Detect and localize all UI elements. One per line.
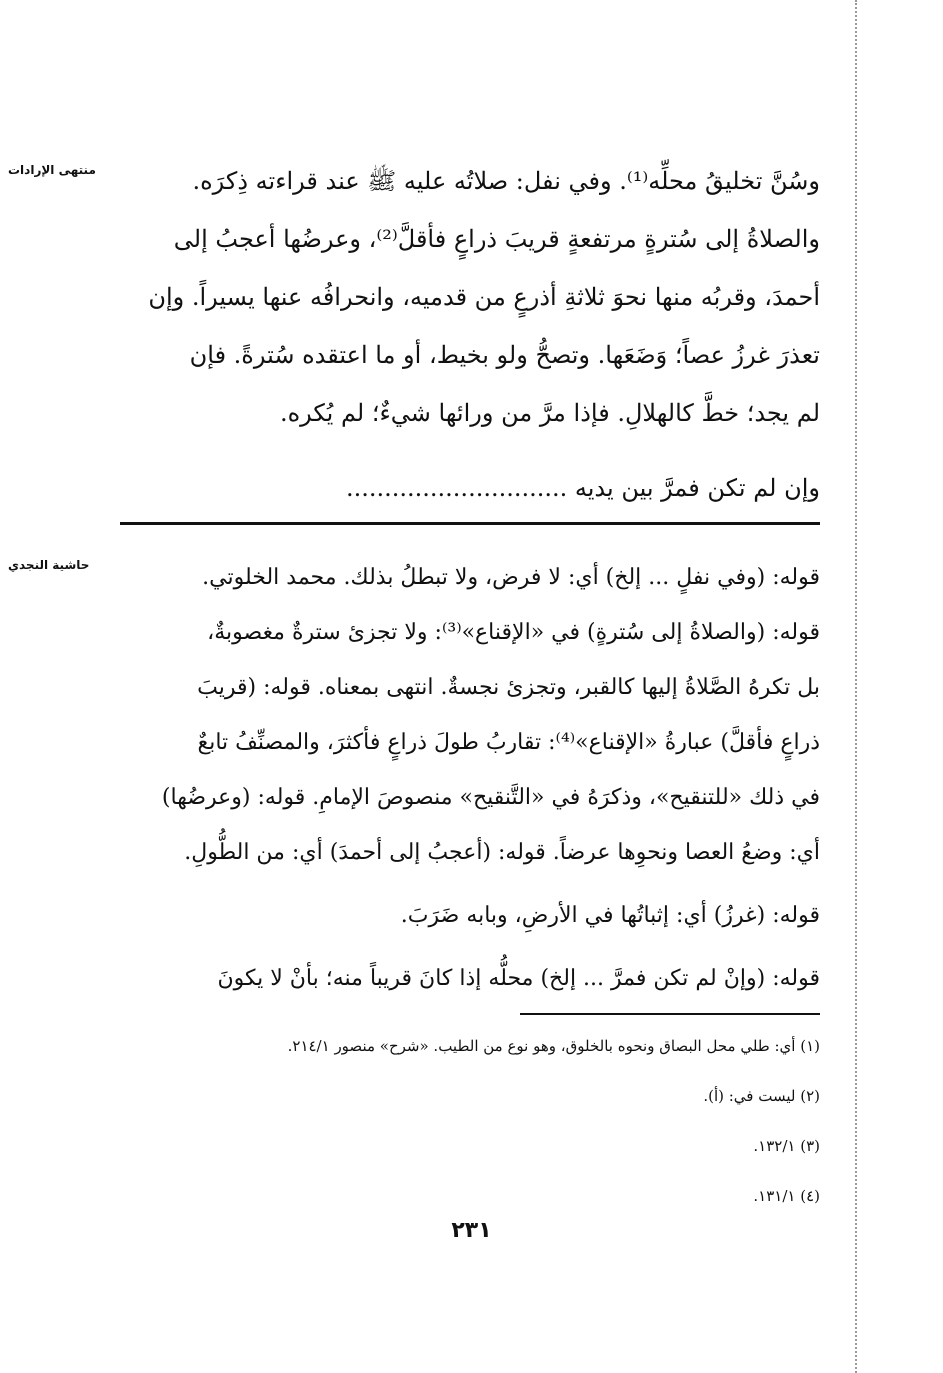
commentary-line: أي: وضعُ العصا ونحوِها عرضاً. قوله: (أعجبُ إلى أحمدَ) أي: من الطُّولِ. [184, 840, 820, 865]
main-text-line: وسُنَّ تخليقُ محلِّه⁽¹⁾. وفي نفل: صلاتُه عليه ﷺ عند قراءته ذِكرَه. [192, 167, 820, 195]
commentary-line: قوله: (وإنْ لم تكن فمرَّ ... إلخ) محلُّه إذا كانَ قريباً منه؛ بأنْ لا يكونَ [217, 966, 820, 991]
commentary-line: قوله: (غرزُ) أي: إثباتُها في الأرضِ، وبابه ضَرَبَ. [400, 903, 820, 928]
page-number: ٢٣١ [451, 1218, 492, 1243]
commentary-line: ذراعٍ فأقلَّ) عبارةُ «الإقناع»⁽⁴⁾: تقاربُ طولَ ذراعٍ فأكثرَ، والمصنِّفُ تابعٌ [197, 730, 820, 755]
section-divider [120, 522, 820, 525]
commentary-block [120, 550, 820, 1006]
main-text-line: أحمدَ، وقربُه منها نحوَ ثلاثةِ أذرعٍ من قدميه، وانحرافُه عنها يسيراً. وإن [148, 283, 820, 311]
main-text-line: لم يجد؛ خطَّ كالهلالِ. فإذا مرَّ من ورائها شيءٌ؛ لم يُكره. [279, 399, 820, 427]
footnote-item: (٣) ١٣٢/١. [753, 1137, 820, 1155]
side-label-muntaha: منتهى الإرادات [8, 163, 96, 177]
footnotes-block [120, 1026, 820, 1226]
main-text-line: والصلاةُ إلى سُترةٍ مرتفعةٍ قريبَ ذراعٍ فأقلَّ⁽²⁾، وعرضُها أعجبُ إلى [173, 225, 820, 253]
continuation-text: وإن لم تكن فمرَّ بين يديه ............................. [346, 474, 820, 502]
footnote-item: (٢) ليست في: (أ). [703, 1087, 820, 1105]
side-label-hashiya: حاشية النجدي [8, 558, 90, 572]
commentary-line: قوله: (والصلاةُ إلى سُترةٍ) في «الإقناع»⁽³⁾: ولا تجزئ سترةٌ مغصوبةٌ، [207, 620, 820, 645]
continuation-line [120, 466, 820, 510]
commentary-line: بل تكرهُ الصَّلاةُ إليها كالقبر، وتجزئ نجسةٌ. انتهى بمعناه. قوله: (قريبَ [197, 675, 820, 700]
footnote-item: (٤) ١٣١/١. [753, 1187, 820, 1205]
footnote-item: (١) أي: طلي محل البصاق ونحوه بالخلوق، وهو نوع من الطيب. «شرح» منصور ٢١٤/١. [287, 1037, 820, 1055]
main-text-line: تعذرَ غرزُ عصاً؛ وَضَعَها. وتصحُّ ولو بخيط، أو ما اعتقده سُترةً. فإن [189, 341, 820, 369]
main-text-block [120, 152, 820, 442]
footnote-divider [520, 1013, 820, 1015]
commentary-line: في ذلك «للتنقيح»، وذكرَهُ في «التَّنقيح» منصوصَ الإمامِ. قوله: (وعرضُها) [161, 785, 820, 810]
margin-dotted-line [855, 0, 857, 1373]
commentary-line: قوله: (وفي نفلٍ ... إلخ) أي: لا فرض، ولا تبطلُ بذلك. محمد الخلوتي. [202, 565, 820, 590]
